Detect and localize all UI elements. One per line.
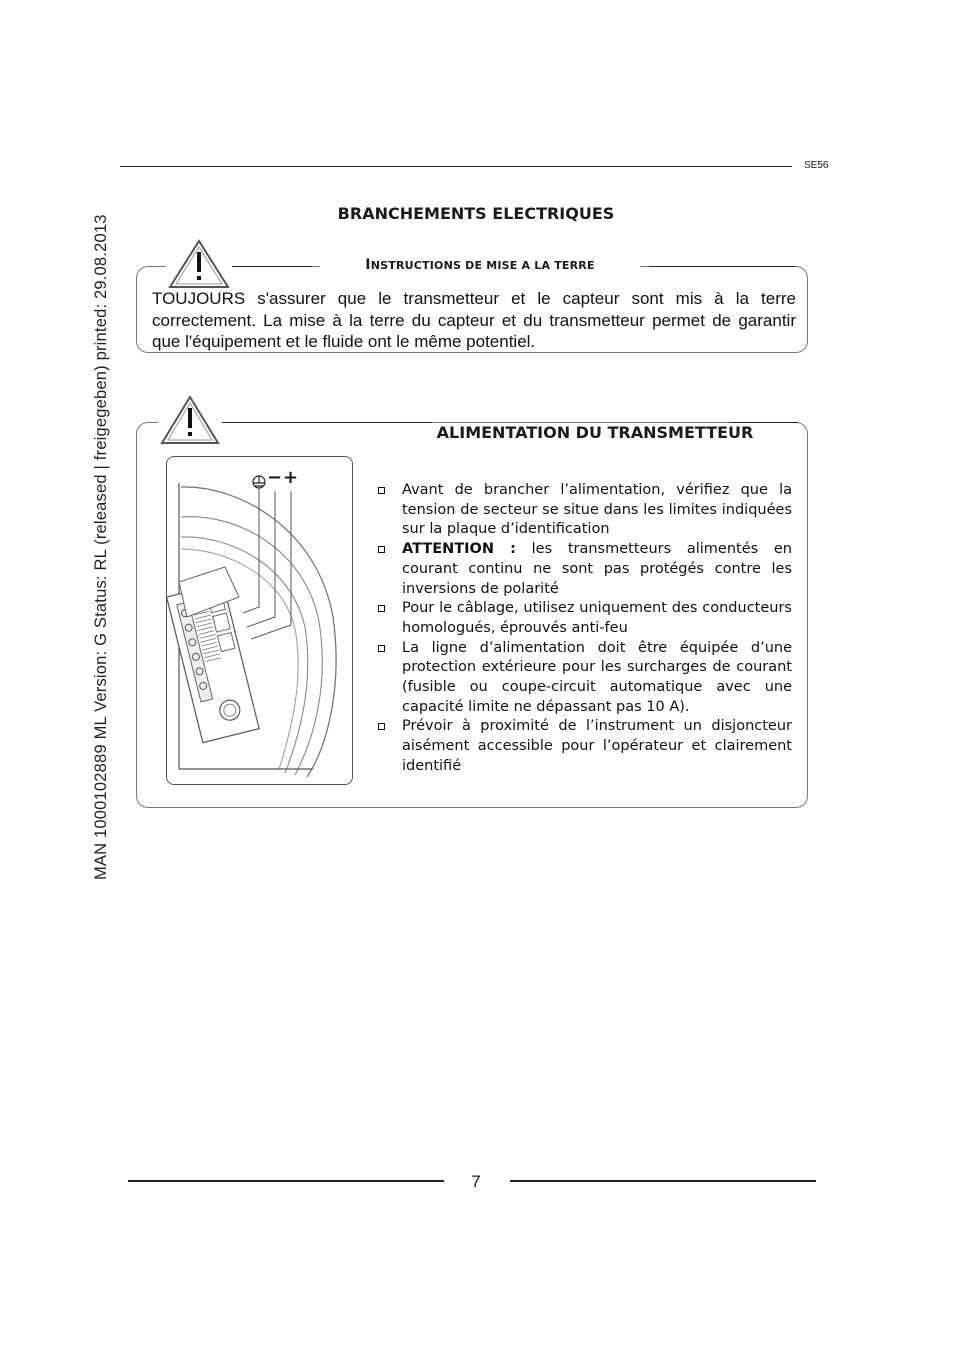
footer-rule-right bbox=[510, 1180, 816, 1182]
ground-icon bbox=[253, 476, 265, 488]
list-item: Avant de brancher l’alimentation, vérifiez que la tension de secteur se situe dans les limites indiquées sur la plaque d’identification bbox=[376, 481, 792, 540]
power-supply-title: ALIMENTATION DU TRANSMETTEUR bbox=[422, 423, 768, 443]
document-code: SE56 bbox=[804, 160, 829, 171]
grounding-subtitle bbox=[320, 257, 640, 273]
terminal-plus-symbol: + bbox=[283, 467, 299, 488]
checkbox-bullet-icon bbox=[378, 723, 385, 730]
list-item: La ligne d’alimentation doit être équipée d’une protection extérieure pour les surcharges de courant (fusible ou coupe-circuit automatique avec une capacité limite ne dépassant pas 10 A). bbox=[376, 639, 792, 718]
list-item: Prévoir à proximité de l’instrument un disjoncteur aisément accessible pour l’opérateur et clairement identifié bbox=[376, 717, 792, 776]
checkbox-bullet-icon bbox=[378, 645, 385, 652]
grounding-subtitle-initial: I bbox=[365, 257, 371, 273]
list-item: Pour le câblage, utilisez uniquement des conducteurs homologués, éprouvés anti-feu bbox=[376, 599, 792, 638]
power-supply-rule bbox=[222, 422, 432, 423]
footer-rule-left bbox=[128, 1180, 444, 1182]
grounding-rule-left bbox=[232, 266, 312, 267]
checkbox-bullet-icon bbox=[378, 487, 385, 494]
page-number: 7 bbox=[471, 1172, 481, 1191]
warning-triangle-icon bbox=[158, 394, 222, 446]
wiring-diagram bbox=[166, 456, 353, 785]
power-supply-bullet-list bbox=[376, 481, 792, 777]
page-title: BRANCHEMENTS ELECTRIQUES bbox=[337, 204, 615, 223]
list-item: ATTENTION : les transmetteurs alimentés en courant continu ne sont pas protégés contre les inversions de polarité bbox=[376, 540, 792, 599]
grounding-subtitle-rest: NSTRUCTIONS DE MISE A LA TERRE bbox=[370, 259, 595, 272]
checkbox-bullet-icon bbox=[378, 605, 385, 612]
grounding-text: TOUJOURS s'assurer que le transmetteur et le capteur sont mis à la terre correctement. La mise à la terre du capteur et du transmetteur permet de garantir que l'équipement et le fluide ont le même potentiel. bbox=[152, 289, 796, 351]
checkbox-bullet-icon bbox=[378, 546, 385, 553]
document-status-sidebar: MAN 1000102889 ML Version: G Status: RL (released | freigegeben) printed: 29.08.2013 bbox=[92, 214, 110, 880]
header-rule bbox=[120, 166, 792, 167]
terminal-minus-symbol: − bbox=[267, 467, 283, 488]
warning-triangle-icon bbox=[166, 238, 232, 290]
attention-label: ATTENTION : bbox=[402, 541, 516, 558]
grounding-rule-right bbox=[650, 266, 796, 267]
